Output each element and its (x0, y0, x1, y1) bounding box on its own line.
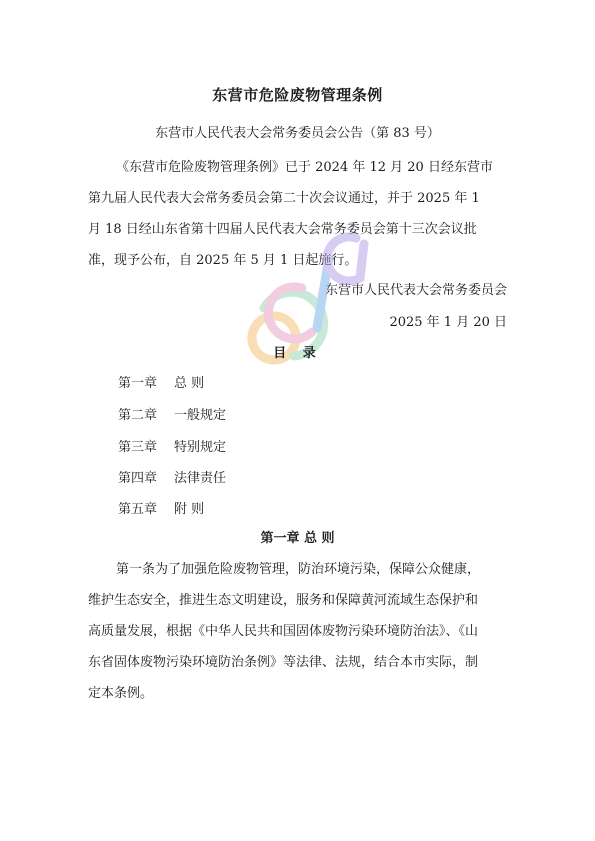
toc-item: 第五章 附 则 (118, 502, 205, 517)
article-one-paragraph (88, 554, 508, 709)
intro-line: 准，现予公布，自 2025 年 5 月 1 日起施行。 (88, 253, 358, 268)
intro-line: 第九届人民代表大会常务委员会第二十次会议通过，并于 2025 年 1 (88, 191, 480, 206)
toc-item: 第四章 法律责任 (118, 471, 227, 486)
toc-item: 第一章 总 则 (118, 376, 205, 391)
article-line: 第一条为了加强危险废物管理，防治环境污染，保障公众健康， (116, 562, 481, 577)
chapter-one-title: 第一章 总 则 (260, 531, 335, 546)
article-line: 维护生态安全，推进生态文明建设，服务和保障黄河流域生态保护和 (88, 593, 479, 608)
watermark-l-arc (268, 287, 312, 339)
intro-line: 《东营市危险废物管理条例》已于 2024 年 12 月 20 日经东营市 (116, 160, 493, 175)
intro-paragraph (88, 152, 508, 276)
signatory: 东营市人民代表大会常务委员会 (324, 283, 507, 298)
article-line: 定本条例。 (88, 686, 154, 701)
sign-date: 2025 年 1 月 20 日 (389, 315, 507, 330)
toc-item: 第二章 一般规定 (118, 408, 227, 423)
article-line: 高质量发展，根据《中华人民共和国固体废物污染环境防治法》、《山 (88, 624, 479, 639)
document-title: 东营市危险废物管理条例 (212, 86, 383, 104)
announcement-line: 东营市人民代表大会常务委员会公告（第 83 号） (155, 126, 440, 141)
article-line: 东省固体废物污染环境防治条例》等法律、法规，结合本市实际，制 (88, 655, 479, 670)
toc-item: 第三章 特别规定 (118, 440, 227, 455)
intro-line: 月 18 日经山东省第十四届人民代表大会常务委员会第十三次会议批 (88, 222, 477, 237)
toc-title: 目 录 (273, 346, 322, 361)
